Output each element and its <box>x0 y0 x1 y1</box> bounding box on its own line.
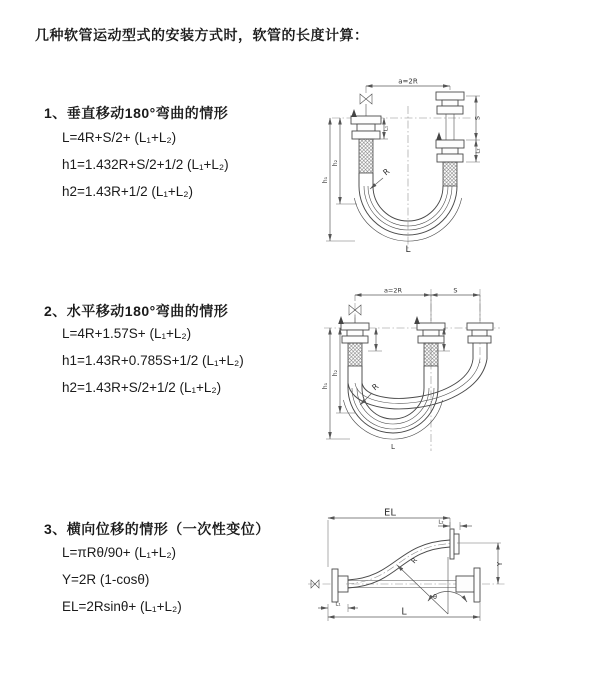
dim-label-r: R <box>370 381 381 393</box>
dim-label-y: Y <box>496 561 504 567</box>
hose-walls-left <box>359 173 373 186</box>
braided-hose-section <box>443 162 457 186</box>
page-title: 几种软管运动型式的安装方式时，软管的长度计算： <box>35 27 369 43</box>
braided-hose-section <box>348 343 362 366</box>
left-flange-fitting <box>351 116 381 139</box>
diagram-horizontal-180-bend <box>310 283 560 455</box>
right-fitting-body <box>456 576 474 592</box>
flange-displaced <box>450 529 454 559</box>
braided-hose-section <box>424 343 438 366</box>
right-flange-moved <box>436 92 464 114</box>
right-flange-original <box>436 140 464 162</box>
dim-label-el: EL <box>384 507 396 519</box>
formula-line: L=πRθ/90+ (L₁+L₂) <box>62 545 177 560</box>
diagram-lateral-displacement <box>300 502 530 637</box>
extension-lines <box>326 413 356 439</box>
u-bend-arcs-original <box>343 388 442 439</box>
dim-label-l2: L₂ <box>475 148 482 154</box>
dim-label-l1: L₁ <box>335 601 341 608</box>
section-3-heading: 3、横向位移的情形（一次性变位） <box>44 521 270 537</box>
extension-lines <box>355 295 480 321</box>
movement-arrow-up <box>351 109 357 117</box>
angle-label-theta: θ <box>433 593 437 601</box>
extension-lines <box>326 204 357 241</box>
dim-label-s: S <box>473 115 482 121</box>
dim-label-h1: h₁ <box>322 176 329 184</box>
movement-arrow-up <box>436 132 442 140</box>
section-2-formulas <box>62 320 244 401</box>
hose-walls-left <box>348 366 362 388</box>
dim-label-l1: L₁ <box>383 125 390 132</box>
vertical-centerlines <box>355 286 480 451</box>
dim-label-l: L <box>401 606 407 618</box>
dim-label-a2r: a=2R <box>398 77 418 86</box>
dim-label-s: S <box>453 286 458 295</box>
dim-label-h2: h₂ <box>332 369 339 377</box>
dim-label-r: R <box>381 166 392 178</box>
section-3-formulas <box>62 539 182 620</box>
formula-line: L=4R+S/2+ (L₁+L₂) <box>62 130 177 145</box>
formula-line: h1=1.432R+S/2+1/2 (L₁+L₂) <box>62 157 229 172</box>
formula-line: Y=2R (1-cosθ) <box>62 572 150 587</box>
formula-line: h2=1.43R+S/2+1/2 (L₁+L₂) <box>62 380 222 395</box>
section-2-heading: 2、水平移动180°弯曲的情形 <box>44 303 229 319</box>
right-flange-original <box>474 568 480 602</box>
dim-label-l: L <box>391 443 395 451</box>
u-bend-arcs-displaced <box>348 359 487 409</box>
diagram-vertical-180-bend <box>308 76 553 258</box>
formula-line: EL=2Rsinθ+ (L₁+L₂) <box>62 599 182 614</box>
dim-label-l: L <box>405 245 411 255</box>
dim-label-h2: h₂ <box>332 159 339 167</box>
section-1-formulas <box>62 124 229 205</box>
middle-flange-original <box>417 323 445 343</box>
formula-line: h2=1.43R+1/2 (L₁+L₂) <box>62 184 194 199</box>
dim-label-h1: h₁ <box>322 382 329 390</box>
dim-label-a2r: a=2R <box>383 286 403 295</box>
section-1-heading: 1、垂直移动180°弯曲的情形 <box>44 105 229 121</box>
right-flange-displaced <box>467 323 493 343</box>
flange-displaced-hub <box>454 534 459 554</box>
movement-arrow-up <box>414 316 420 324</box>
movement-arrow-up <box>338 316 344 324</box>
braided-hose-section <box>359 139 373 173</box>
valve-icon <box>360 94 372 116</box>
dim-label-r: R <box>409 556 420 566</box>
radius-leader <box>370 178 383 189</box>
formula-line: h1=1.43R+0.785S+1/2 (L₁+L₂) <box>62 353 244 368</box>
dim-label-l2: L₂ <box>438 519 444 526</box>
formula-line: L=4R+1.57S+ (L₁+L₂) <box>62 326 192 341</box>
left-flange <box>332 569 338 602</box>
left-flange-fitting <box>341 323 369 343</box>
